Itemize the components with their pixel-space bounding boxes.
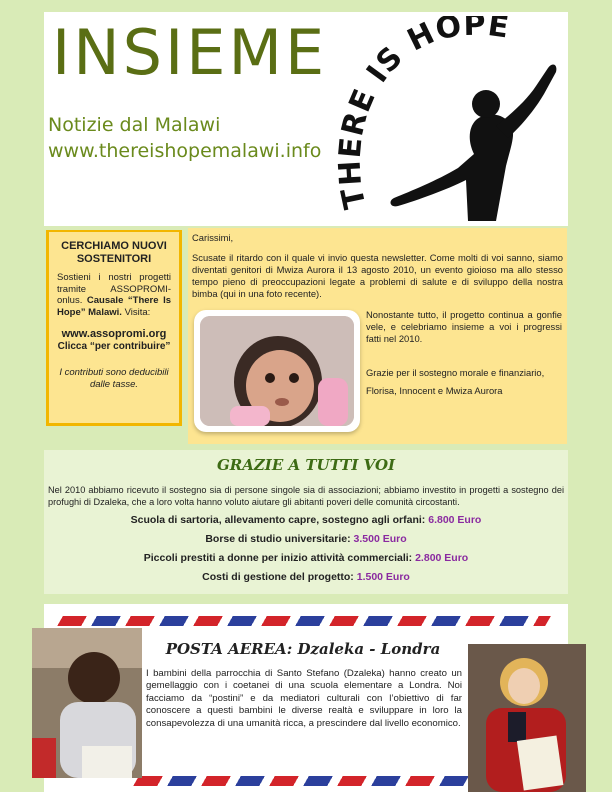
supporters-text <box>57 272 171 318</box>
assopromi-link[interactable]: www.assopromi.org <box>61 328 167 340</box>
letter-paragraph-1: Scusate il ritardo con il quale vi invio questa newsletter. Come molti di voi sanno, siamo diventati genitori di Mwiza Aurora il 13 agosto 2010, un evento gioioso ma allo stesso tempo pieno di preoccupazioni legate a problemi di salute e di sviluppo della nostra bimba (qui in una foto recente). <box>192 252 563 299</box>
newsletter-title: INSIEME <box>52 16 328 89</box>
fund-amount: 6.800 Euro <box>428 514 482 526</box>
baby-illustration <box>200 316 354 426</box>
supporters-text-pre: Sostieni i nostri progetti tramite ASSOPROMI-onlus. <box>57 272 171 306</box>
child-dzaleka-photo <box>32 628 142 778</box>
fund-item <box>44 571 568 583</box>
fund-amount: 1.500 Euro <box>356 571 410 583</box>
airmail-border-top <box>57 616 551 626</box>
fund-amount: 2.800 Euro <box>415 552 469 564</box>
letter-paragraph-2: Nonostante tutto, il progetto continua a gonfie vele, e celebriamo insieme a voi i progressi fatti nel 2010. <box>366 309 562 344</box>
thanks-intro: Nel 2010 abbiamo ricevuto il sostegno sia di persone singole sia di associazioni; abbiamo investito in progetti a sostegno dei profughi di Dzaleka, che a loro volta hanno voluto aiutare gli abitanti poveri delle comunità circostanti. <box>48 485 564 507</box>
figure-raising-arm-icon <box>391 65 557 221</box>
letter-paragraph-3: Grazie per il sostegno morale e finanziario, <box>366 367 545 378</box>
child-london-illustration <box>468 644 586 792</box>
fund-label: Borse di studio universitarie: <box>205 533 351 545</box>
airmail-text: I bambini della parrocchia di Santo Stefano (Dzaleka) hanno creato un gemellaggio con i coetanei di una scuola elementare a Londra. Noi facciamo da “postini” e da mediatori culturali con l’obiettivo di far conoscere a questi bambini le diverse realtà e sviluppare in loro la consapevolezza di una umanità ricca, a prescindere dal livello economico. <box>146 668 462 729</box>
supporters-heading: CERCHIAMO NUOVI SOSTENITORI <box>61 240 167 265</box>
newsletter-subtitle <box>48 112 321 164</box>
fund-label: Scuola di sartoria, allevamento capre, sostegno agli orfani: <box>130 514 426 526</box>
subtitle-line-1: Notizie dal Malawi <box>48 114 221 136</box>
website-link[interactable]: www.thereishopemalawi.info <box>48 140 322 162</box>
child-london-photo <box>468 644 586 792</box>
logo-graphic <box>336 16 564 226</box>
fund-label: Piccoli prestiti a donne per inizio attività commerciali: <box>143 552 413 564</box>
thanks-section <box>44 450 568 594</box>
baby-photo-image <box>200 316 354 426</box>
airmail-border-bottom <box>133 776 469 786</box>
tax-note: I contributi sono deducibili dalle tasse. <box>59 367 169 390</box>
airmail-heading: POSTA AEREA: Dzaleka - Londra <box>165 640 441 658</box>
fund-item <box>44 533 568 545</box>
logo-text: THERE IS HOPE <box>336 16 512 212</box>
baby-photo <box>194 310 360 432</box>
child-dzaleka-illustration <box>32 628 142 778</box>
letter-signature: Florisa, Innocent e Mwiza Aurora <box>366 385 503 396</box>
supporters-causale: Causale “There Is Hope” Malawi. <box>57 295 171 318</box>
contribute-link[interactable]: Clicca “per contribuire” <box>57 341 171 352</box>
fund-amount: 3.500 Euro <box>353 533 407 545</box>
fund-item <box>44 552 568 564</box>
thanks-heading: GRAZIE A TUTTI VOI <box>216 456 396 474</box>
fund-item <box>44 514 568 526</box>
supporters-text-post: Visita: <box>121 306 151 318</box>
fund-label: Costi di gestione del progetto: <box>202 571 354 583</box>
supporters-box <box>46 230 182 426</box>
there-is-hope-logo <box>336 16 564 226</box>
letter-greeting: Carissimi, <box>192 232 234 243</box>
